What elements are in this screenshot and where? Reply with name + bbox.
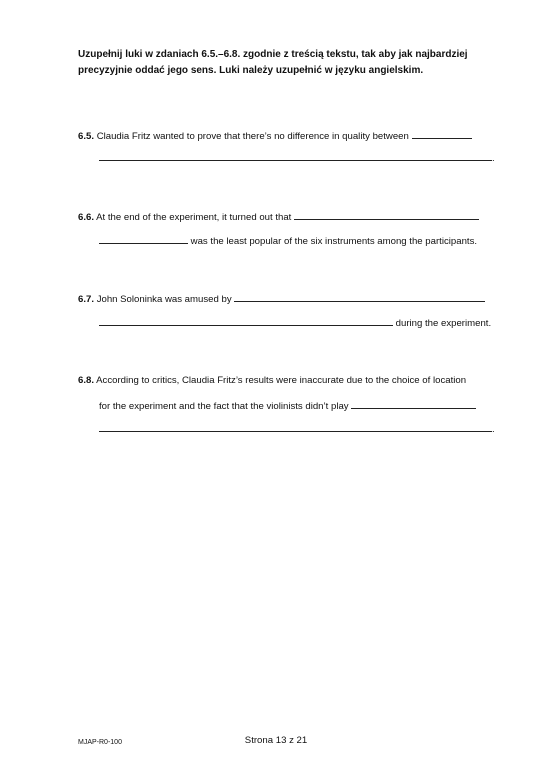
task-6-5-line-2 (99, 150, 495, 166)
answer-blank[interactable] (351, 398, 476, 409)
task-text: John Soloninka was amused by (96, 294, 232, 305)
answer-blank[interactable] (234, 291, 485, 302)
task-text: At the end of the experiment, it turned out that (96, 212, 292, 223)
task-6-7-line-2 (99, 315, 491, 331)
task-6-7-line-1 (78, 291, 485, 307)
task-text: during the experiment. (395, 318, 492, 329)
task-text-end: . (492, 424, 495, 435)
task-text: for the experiment and the fact that the violinists didn’t play (99, 401, 349, 412)
answer-blank[interactable] (294, 209, 479, 220)
task-6-8-line-3 (99, 421, 495, 437)
task-text: According to critics, Claudia Fritz’s results were inaccurate due to the choice of location (96, 375, 467, 386)
task-text-end: . (492, 153, 495, 164)
task-text: was the least popular of the six instruments among the participants. (190, 236, 478, 247)
task-number: 6.6. (78, 212, 95, 223)
task-6-8-line-2 (99, 398, 476, 414)
task-text: Claudia Fritz wanted to prove that there’s no difference in quality between (96, 131, 409, 142)
task-instruction: Uzupełnij luki w zdaniach 6.5.–6.8. zgodnie z treścią tekstu, tak aby jak najbardziej precyzyjnie oddać jego sens. Luki należy uzupełnić w języku angielskim. (78, 49, 468, 76)
task-number: 6.5. (78, 131, 95, 142)
footer-page-number: Strona 13 z 21 (244, 735, 308, 746)
answer-blank[interactable] (99, 421, 492, 432)
answer-blank[interactable] (99, 315, 393, 326)
answer-blank[interactable] (99, 150, 492, 161)
task-number: 6.7. (78, 294, 95, 305)
task-number: 6.8. (78, 375, 95, 386)
footer-exam-code: MJAP-R0-100 (78, 739, 122, 746)
task-6-8-line-1 (78, 374, 466, 388)
task-6-6-line-1 (78, 209, 479, 225)
answer-blank[interactable] (99, 233, 188, 244)
task-6-6-line-2 (99, 233, 477, 249)
answer-blank[interactable] (412, 128, 472, 139)
task-6-5-line-1 (78, 128, 472, 144)
